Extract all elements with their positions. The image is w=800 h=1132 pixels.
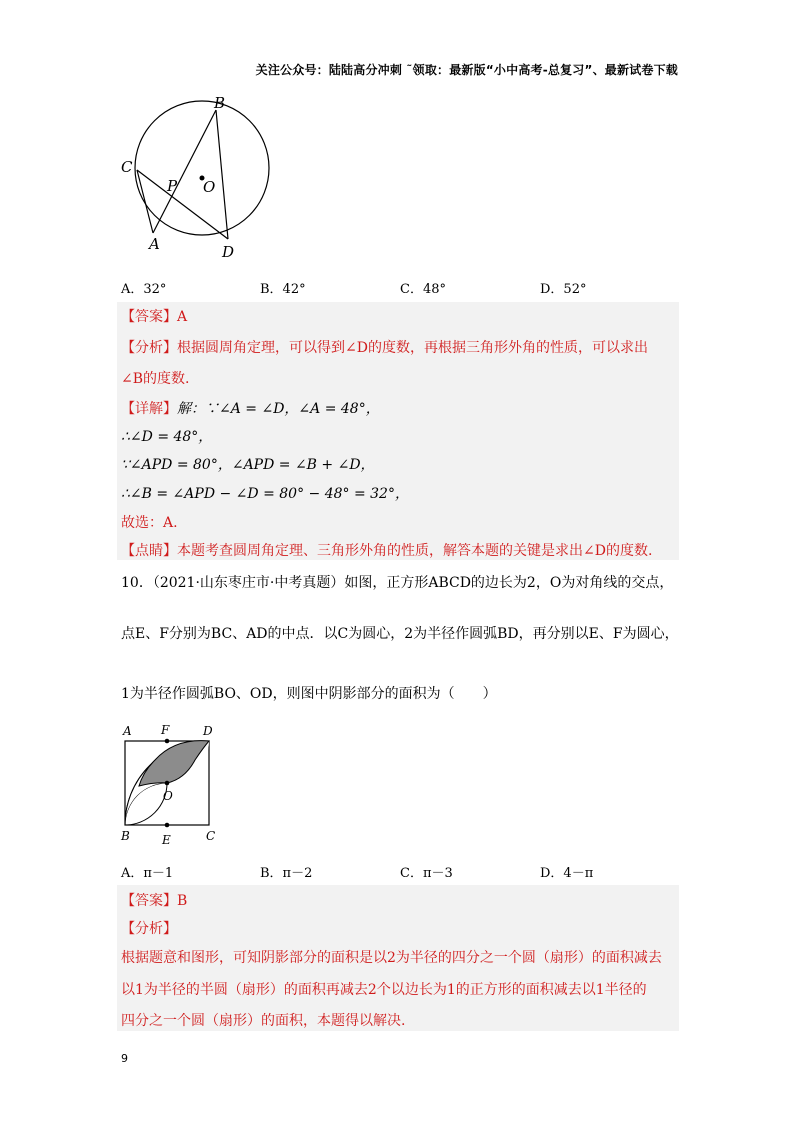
- q9-analysis-cont: ∠B的度数.: [121, 371, 190, 387]
- label-b: B: [214, 94, 226, 112]
- q10-stem-1: 10．（2021·山东枣庄市·中考真题）如图，正方形ABCD的边长为2，O为对角线的交点，: [121, 575, 674, 591]
- label-e: E: [162, 833, 171, 847]
- label-o: O: [203, 178, 216, 196]
- q10-analysis-2: 以1为半径的半圆（扇形）的面积再减去2个以边长为1的正方形的面积减去以1半径的: [121, 982, 647, 998]
- label-c: C: [121, 158, 133, 176]
- label-d: D: [203, 724, 213, 738]
- label-b: B: [121, 829, 130, 843]
- page-header: 关注公众号：陆陆高分冲刺 ˜领取：最新版“小中高考-总复习”、最新试卷下载: [255, 63, 678, 77]
- q10-analysis-3: 四分之一个圆（扇形）的面积，本题得以解决.: [121, 1013, 406, 1029]
- q10-answer: 【答案】B: [121, 893, 188, 909]
- circle-figure: [115, 92, 280, 262]
- q9-choice-a: A．32°: [121, 282, 167, 297]
- q9-choice-b: B．42°: [260, 282, 306, 297]
- label-a: A: [123, 724, 132, 738]
- q10-stem-2: 点E、F分别为BC、AD的中点．以C为圆心，2为半径作圆弧BD，再分别以E、F为圆心，: [121, 626, 679, 642]
- q10-choice-d: D．4－π: [540, 866, 594, 881]
- label-c: C: [206, 829, 216, 843]
- q9-answer: 【答案】A: [121, 309, 188, 325]
- circle-o: [135, 101, 269, 235]
- q10-analysis-tag: 【分析】: [121, 921, 177, 937]
- q10-choice-b: B．π－2: [260, 866, 313, 881]
- q9-detail-3: ∵∠APD = 80°，∠APD = ∠B + ∠D，: [121, 457, 375, 473]
- q9-detail-4: ∴∠B = ∠APD − ∠D = 80° − 48° = 32°，: [121, 486, 409, 502]
- label-o: O: [163, 789, 173, 803]
- q9-choice-c: C．48°: [400, 282, 446, 297]
- page-number: 9: [121, 1052, 128, 1065]
- label-a: A: [149, 235, 160, 253]
- label-p: P: [167, 177, 178, 195]
- chord-bd: [216, 110, 228, 239]
- label-d: D: [222, 243, 235, 261]
- q9-analysis: 【分析】根据圆周角定理，可以得到∠D的度数，再根据三角形外角的性质，可以求出: [121, 340, 648, 356]
- q10-choice-c: C．π－3: [400, 866, 453, 881]
- chord-ba: [153, 110, 216, 233]
- square-figure: [115, 720, 227, 850]
- q10-analysis-1: 根据题意和图形，可知阴影部分的面积是以2为半径的四分之一个圆（扇形）的面积减去: [121, 950, 662, 966]
- q10-stem-3: 1为半径作圆弧BO、OD，则图中阴影部分的面积为（ ）: [121, 686, 497, 702]
- q10-choice-a: A．π－1: [121, 866, 174, 881]
- q9-comment: 【点睛】本题考查圆周角定理、三角形外角的性质，解答本题的关键是求出∠D的度数.: [121, 543, 653, 559]
- label-f: F: [161, 723, 170, 737]
- q9-conclusion: 故选：A.: [121, 515, 178, 531]
- q9-detail: 【详解】解：∵∠A = ∠D，∠A = 48°，: [121, 401, 380, 417]
- q9-detail-2: ∴∠D = 48°，: [121, 429, 213, 445]
- chord-ca: [137, 170, 153, 233]
- q9-choice-d: D．52°: [540, 282, 587, 297]
